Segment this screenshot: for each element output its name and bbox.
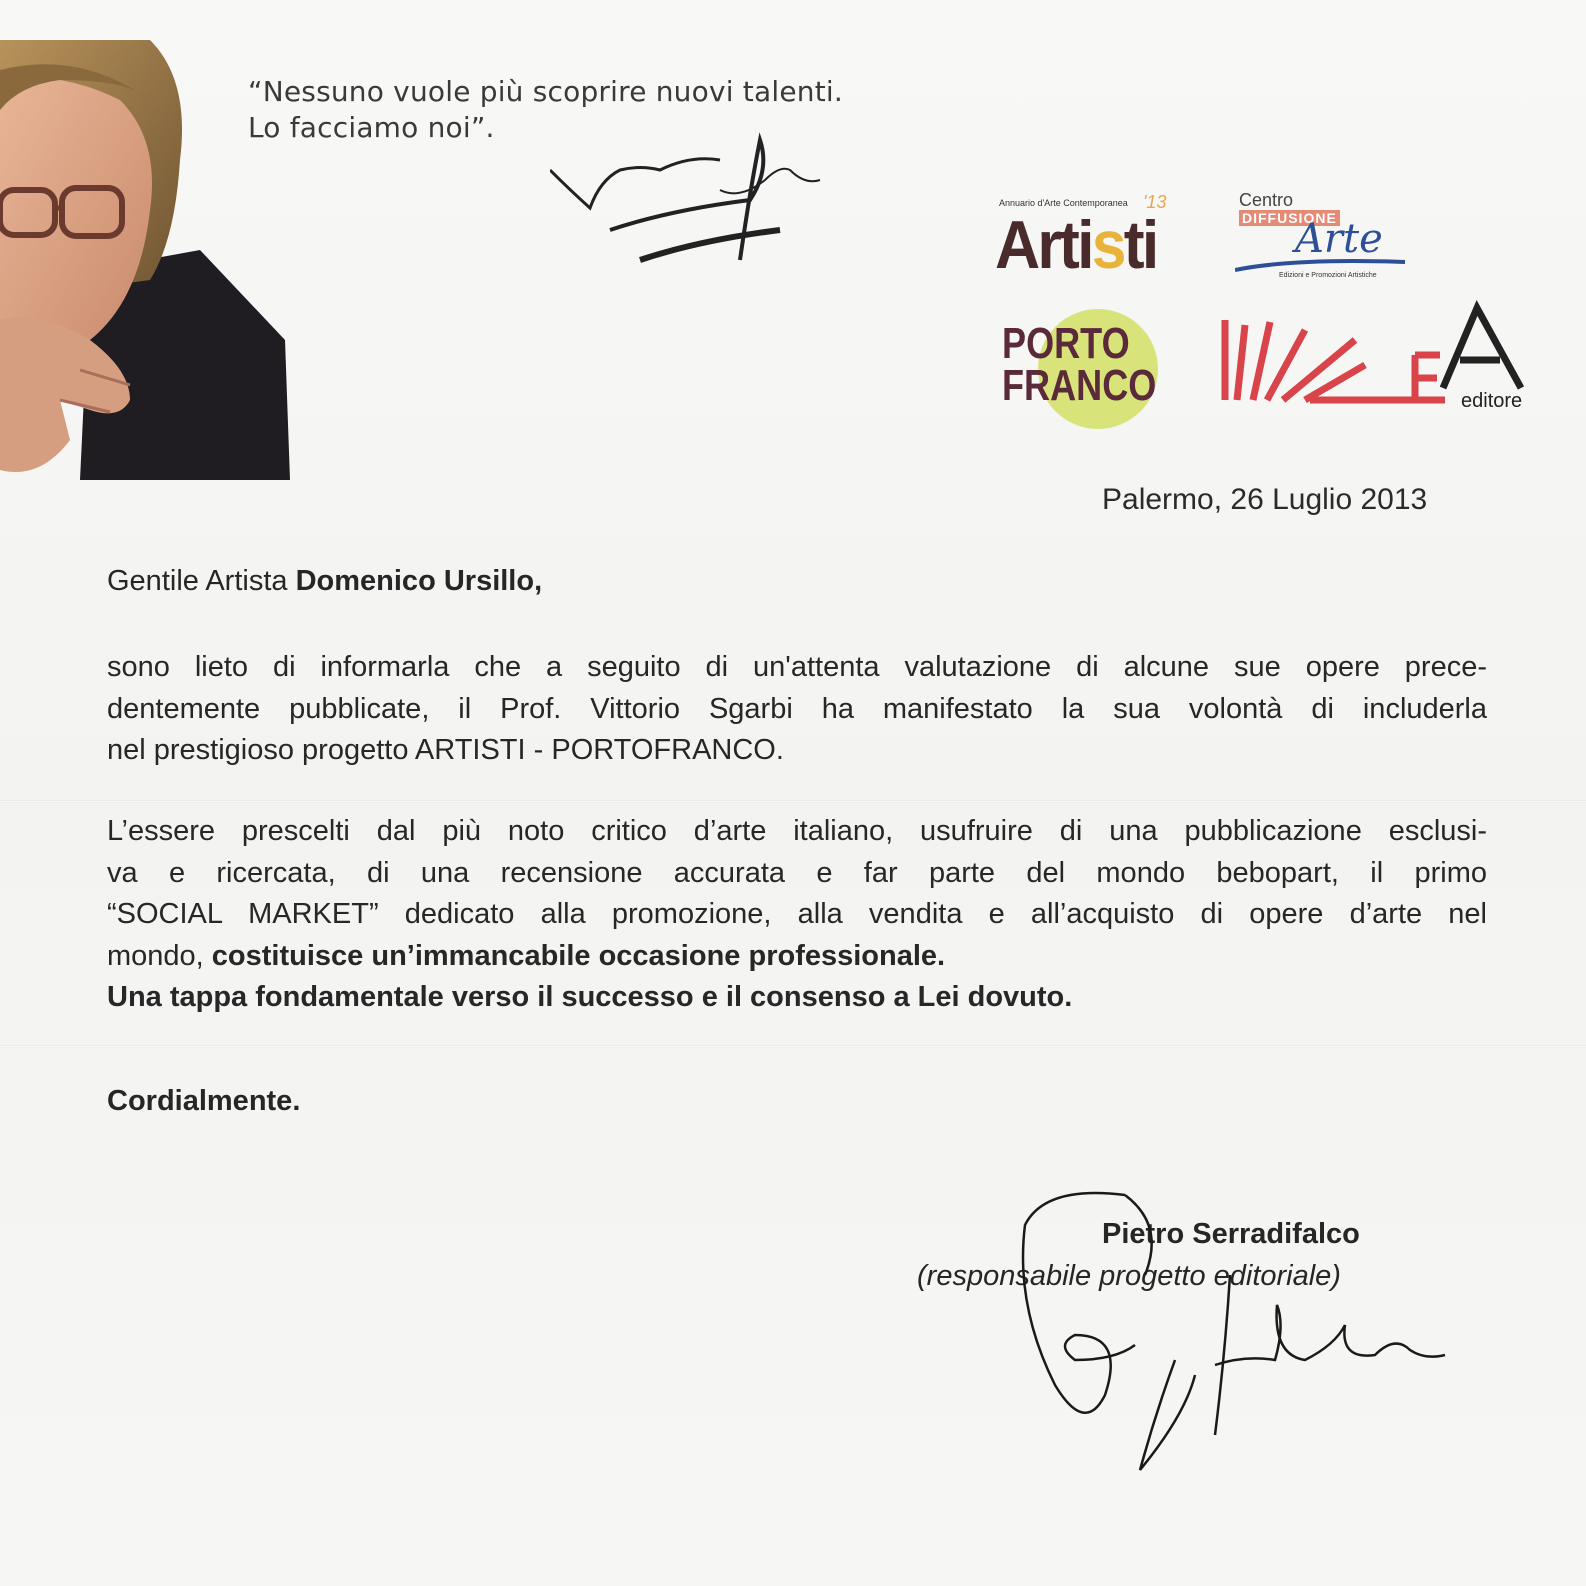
paragraph-2-line: L’essere prescelti dal più noto critico d’arte italiano, usufruire di una pubblicazione esclusi- — [107, 815, 1487, 847]
portrait-photo — [0, 40, 290, 480]
artisti-wordmark: Artisti — [995, 207, 1157, 283]
porto-franco-logo — [1000, 305, 1170, 430]
cda-tagline: Edizioni e Promozioni Artistiche — [1279, 272, 1377, 279]
paragraph-1 — [107, 647, 1487, 772]
paper-fold-line — [0, 800, 1586, 803]
artisti-year: '13 — [1143, 192, 1167, 212]
ea-editore-label: editore — [1461, 390, 1523, 412]
paragraph-1-line: dentemente pubblicate, il Prof. Vittorio Sgarbi ha manifestato la sua volontà di includerla — [107, 692, 1487, 725]
paragraph-2-line: va e ricercata, di una recensione accurata e far parte del mondo bebopart, il primo — [107, 856, 1487, 889]
quote-signature — [550, 130, 830, 275]
cda-diffusione: DIFFUSIONE — [1239, 210, 1340, 226]
paragraph-1-line: sono lieto di informarla che a seguito di un'attenta valutazione di alcune sue opere prece- — [107, 651, 1487, 683]
signer-role: (responsabile progetto editoriale) — [917, 1260, 1341, 1292]
quote-line-1: “Nessuno vuole più scoprire nuovi talenti. — [248, 75, 843, 108]
paragraph-2-line: “SOCIAL MARKET” dedicato alla promozione, alla vendita e all’acquisto di opere d’arte nel — [107, 898, 1487, 930]
centro-diffusione-arte-logo — [1235, 190, 1425, 286]
paragraph-2-line: mondo, costituisce un’immancabile occasione professionale. — [107, 939, 946, 972]
cda-swoosh-icon — [1235, 250, 1425, 274]
artisti-subtitle: Annuario d'Arte Contemporanea — [999, 198, 1128, 208]
porto-franco-wordmark: PORTO FRANCO — [1002, 319, 1157, 410]
cda-arte: Arte — [1295, 216, 1383, 262]
artisti-logo — [995, 192, 1185, 287]
paragraph-1-line: nel prestigioso progetto ARTISTI - PORTOFRANCO. — [107, 734, 784, 766]
signer-name: Pietro Serradifalco — [1102, 1218, 1360, 1250]
recipient-name: Domenico Ursillo, — [295, 565, 543, 597]
paragraph-2 — [107, 811, 1487, 1019]
paragraph-2-line: Una tappa fondamentale verso il successo e il consenso a Lei dovuto. — [107, 981, 1073, 1013]
letter-date: Palermo, 26 Luglio 2013 — [1102, 483, 1428, 516]
closing: Cordialmente. — [107, 1085, 301, 1117]
ea-editore-logo — [1215, 300, 1535, 425]
quote-line-2: Lo facciamo noi”. — [248, 111, 495, 144]
greeting: Gentile Artista Domenico Ursillo, — [107, 565, 543, 597]
cda-centro: Centro — [1239, 190, 1294, 210]
paper-fold-line — [0, 1045, 1586, 1048]
